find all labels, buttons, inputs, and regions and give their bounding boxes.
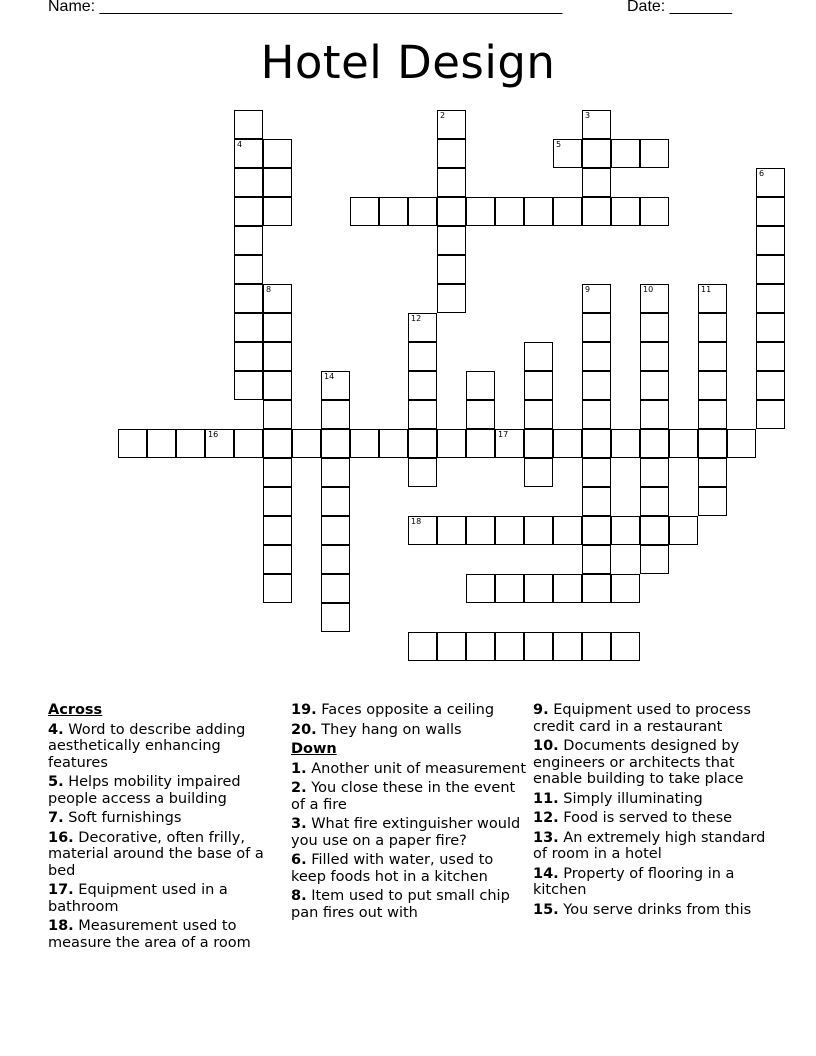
crossword-cell[interactable] bbox=[524, 458, 553, 487]
clue-text: Soft furnishings bbox=[68, 810, 182, 826]
cell-number: 4 bbox=[237, 140, 243, 149]
crossword-cell[interactable] bbox=[698, 400, 727, 429]
crossword-cell[interactable] bbox=[466, 429, 495, 458]
clue-across-20 bbox=[291, 722, 527, 739]
clue-text: Equipment used to process credit card in a restaurant bbox=[533, 702, 751, 735]
crossword-cell[interactable] bbox=[234, 168, 263, 197]
clue-across-17 bbox=[48, 882, 284, 915]
crossword-cell[interactable] bbox=[263, 284, 292, 313]
crossword-cell[interactable] bbox=[698, 371, 727, 400]
crossword-cell[interactable] bbox=[408, 313, 437, 342]
crossword-cell[interactable] bbox=[408, 429, 437, 458]
clue-number: 14. bbox=[533, 865, 559, 882]
crossword-cell[interactable] bbox=[582, 197, 611, 226]
crossword-cell[interactable] bbox=[466, 516, 495, 545]
clue-number: 2. bbox=[291, 780, 307, 796]
crossword-cell[interactable] bbox=[524, 574, 553, 603]
crossword-cell[interactable] bbox=[263, 139, 292, 168]
crossword-cell[interactable] bbox=[263, 516, 292, 545]
crossword-cell[interactable] bbox=[640, 342, 669, 371]
clue-text: Word to describe adding aesthetically enhancing features bbox=[48, 721, 246, 771]
crossword-cell[interactable] bbox=[524, 197, 553, 226]
clue-number: 8. bbox=[291, 888, 307, 904]
crossword-cell[interactable] bbox=[698, 342, 727, 371]
clue-number: 19. bbox=[291, 702, 317, 718]
clue-number: 7. bbox=[48, 810, 64, 826]
crossword-cell[interactable] bbox=[147, 429, 176, 458]
cell-number: 9 bbox=[585, 285, 591, 294]
crossword-cell[interactable] bbox=[640, 545, 669, 574]
crossword-cell[interactable] bbox=[640, 487, 669, 516]
clue-text: They hang on walls bbox=[321, 721, 462, 738]
crossword-cell[interactable] bbox=[263, 458, 292, 487]
crossword-cell[interactable] bbox=[669, 516, 698, 545]
clue-across-7 bbox=[48, 810, 284, 827]
crossword-cell[interactable] bbox=[495, 632, 524, 661]
crossword-cell[interactable] bbox=[118, 429, 147, 458]
crossword-cell[interactable] bbox=[321, 574, 350, 603]
crossword-cell[interactable] bbox=[756, 255, 785, 284]
clue-number: 10. bbox=[533, 738, 559, 754]
crossword-cell[interactable] bbox=[408, 632, 437, 661]
clue-text: Simply illuminating bbox=[563, 790, 703, 807]
crossword-cell[interactable] bbox=[582, 110, 611, 139]
crossword-cell[interactable] bbox=[640, 516, 669, 545]
cell-number: 17 bbox=[498, 430, 509, 439]
crossword-cell[interactable] bbox=[437, 632, 466, 661]
crossword-cell[interactable] bbox=[524, 400, 553, 429]
crossword-cell[interactable] bbox=[408, 458, 437, 487]
cell-number: 5 bbox=[556, 140, 562, 149]
clue-text: Documents designed by engineers or architects that enable building to take place bbox=[533, 738, 744, 787]
crossword-cell[interactable] bbox=[495, 574, 524, 603]
clue-text: Measurement used to measure the area of a room bbox=[48, 918, 251, 951]
crossword-cell[interactable] bbox=[553, 429, 582, 458]
clue-number: 20. bbox=[291, 721, 317, 738]
crossword-cell[interactable] bbox=[524, 371, 553, 400]
crossword-cell[interactable] bbox=[756, 342, 785, 371]
crossword-cell[interactable] bbox=[379, 429, 408, 458]
crossword-cell[interactable] bbox=[640, 400, 669, 429]
crossword-cell[interactable] bbox=[234, 313, 263, 342]
crossword-cell[interactable] bbox=[176, 429, 205, 458]
clue-number: 15. bbox=[533, 901, 559, 918]
crossword-cell[interactable] bbox=[698, 458, 727, 487]
crossword-cell[interactable] bbox=[640, 371, 669, 400]
crossword-cell[interactable] bbox=[582, 516, 611, 545]
cell-number: 8 bbox=[266, 285, 272, 294]
clue-number: 13. bbox=[533, 829, 559, 846]
crossword-cell[interactable] bbox=[234, 371, 263, 400]
cell-number: 14 bbox=[324, 372, 335, 381]
crossword-cell[interactable] bbox=[582, 545, 611, 574]
cell-number: 11 bbox=[701, 285, 712, 294]
crossword-cell[interactable] bbox=[553, 574, 582, 603]
crossword-cell[interactable] bbox=[582, 313, 611, 342]
crossword-cell[interactable] bbox=[437, 197, 466, 226]
crossword-cell[interactable] bbox=[263, 342, 292, 371]
crossword-cell[interactable] bbox=[263, 487, 292, 516]
crossword-cell[interactable] bbox=[263, 371, 292, 400]
cell-number: 6 bbox=[759, 169, 765, 178]
clue-down-14 bbox=[533, 866, 769, 899]
down-heading: Down bbox=[291, 741, 337, 757]
page-title: Hotel Design bbox=[260, 36, 556, 89]
clue-text: Property of flooring in a kitchen bbox=[533, 865, 735, 898]
crossword-cell[interactable] bbox=[437, 429, 466, 458]
crossword-cell[interactable] bbox=[437, 255, 466, 284]
crossword-cell[interactable] bbox=[611, 574, 640, 603]
crossword-cell[interactable] bbox=[553, 632, 582, 661]
clue-across-4 bbox=[48, 722, 284, 772]
clue-down-1 bbox=[291, 761, 527, 778]
crossword-cell[interactable] bbox=[582, 400, 611, 429]
clue-down-9 bbox=[533, 702, 769, 735]
crossword-cell[interactable] bbox=[408, 197, 437, 226]
clue-number: 11. bbox=[533, 790, 559, 807]
clue-text: Another unit of measurement bbox=[311, 760, 527, 777]
crossword-cell[interactable] bbox=[263, 574, 292, 603]
cell-number: 12 bbox=[411, 314, 422, 323]
crossword-cell[interactable] bbox=[437, 168, 466, 197]
crossword-cell[interactable] bbox=[640, 197, 669, 226]
clue-text: What fire extinguisher would you use on a paper fire? bbox=[291, 816, 521, 849]
crossword-cell[interactable] bbox=[234, 226, 263, 255]
clue-down-11 bbox=[533, 791, 769, 808]
clue-across-18 bbox=[48, 918, 284, 951]
cell-number: 3 bbox=[585, 111, 591, 120]
crossword-cell[interactable] bbox=[234, 197, 263, 226]
crossword-cell[interactable] bbox=[524, 429, 553, 458]
crossword-cell[interactable] bbox=[466, 632, 495, 661]
crossword-cell[interactable] bbox=[321, 487, 350, 516]
crossword-cell[interactable] bbox=[234, 255, 263, 284]
crossword-cell[interactable] bbox=[524, 342, 553, 371]
crossword-cell[interactable] bbox=[466, 371, 495, 400]
clue-number: 18. bbox=[48, 918, 74, 934]
clue-text: Equipment used in a bathroom bbox=[48, 882, 228, 915]
crossword-cell[interactable] bbox=[582, 168, 611, 197]
crossword-cell[interactable] bbox=[756, 168, 785, 197]
clue-across-16 bbox=[48, 830, 284, 880]
clue-down-10 bbox=[533, 738, 769, 788]
clue-number: 5. bbox=[48, 774, 64, 790]
clue-across-5 bbox=[48, 774, 284, 807]
crossword-cell[interactable] bbox=[582, 429, 611, 458]
crossword-cell[interactable] bbox=[582, 139, 611, 168]
crossword-cell[interactable] bbox=[582, 487, 611, 516]
clue-text: Helps mobility impaired people access a building bbox=[48, 774, 241, 807]
crossword-cell[interactable] bbox=[263, 545, 292, 574]
crossword-cell[interactable] bbox=[263, 400, 292, 429]
crossword-cell[interactable] bbox=[379, 197, 408, 226]
crossword-cell[interactable] bbox=[698, 487, 727, 516]
clue-text: You close these in the event of a fire bbox=[291, 780, 516, 813]
clue-down-15 bbox=[533, 902, 769, 919]
crossword-cell[interactable] bbox=[553, 139, 582, 168]
clue-column-3 bbox=[533, 702, 769, 921]
crossword-cell[interactable] bbox=[321, 429, 350, 458]
cell-number: 16 bbox=[208, 430, 219, 439]
crossword-cell[interactable] bbox=[553, 516, 582, 545]
crossword-cell[interactable] bbox=[321, 603, 350, 632]
crossword-cell[interactable] bbox=[234, 284, 263, 313]
clue-number: 16. bbox=[48, 829, 74, 846]
crossword-cell[interactable] bbox=[437, 139, 466, 168]
crossword-cell[interactable] bbox=[553, 197, 582, 226]
clue-across-19 bbox=[291, 702, 527, 719]
crossword-cell[interactable] bbox=[408, 400, 437, 429]
crossword-cell[interactable] bbox=[582, 371, 611, 400]
crossword-cell[interactable] bbox=[524, 632, 553, 661]
clue-text: Item used to put small chip pan fires out with bbox=[291, 888, 510, 921]
clue-down-13 bbox=[533, 830, 769, 863]
crossword-cell[interactable] bbox=[437, 284, 466, 313]
crossword-cell[interactable] bbox=[466, 197, 495, 226]
crossword-cell[interactable] bbox=[263, 429, 292, 458]
crossword-cell[interactable] bbox=[582, 284, 611, 313]
crossword-cell[interactable] bbox=[292, 429, 321, 458]
across-heading: Across bbox=[48, 702, 103, 718]
crossword-cell[interactable] bbox=[756, 313, 785, 342]
name-field-label: Name: ____________________________________________________ bbox=[48, 0, 563, 15]
crossword-cell[interactable] bbox=[466, 574, 495, 603]
crossword-cell[interactable] bbox=[640, 429, 669, 458]
clue-number: 3. bbox=[291, 816, 307, 832]
crossword-cell[interactable] bbox=[408, 516, 437, 545]
crossword-cell[interactable] bbox=[611, 516, 640, 545]
clue-number: 17. bbox=[48, 882, 74, 898]
crossword-cell[interactable] bbox=[640, 139, 669, 168]
cell-number: 2 bbox=[440, 111, 446, 120]
crossword-cell[interactable] bbox=[321, 371, 350, 400]
crossword-cell[interactable] bbox=[669, 429, 698, 458]
crossword-cell[interactable] bbox=[234, 139, 263, 168]
crossword-cell[interactable] bbox=[495, 429, 524, 458]
crossword-cell[interactable] bbox=[263, 197, 292, 226]
crossword-cell[interactable] bbox=[611, 197, 640, 226]
crossword-cell[interactable] bbox=[321, 545, 350, 574]
crossword-cell[interactable] bbox=[263, 168, 292, 197]
crossword-cell[interactable] bbox=[611, 429, 640, 458]
crossword-cell[interactable] bbox=[437, 226, 466, 255]
crossword-cell[interactable] bbox=[408, 371, 437, 400]
crossword-cell[interactable] bbox=[321, 516, 350, 545]
crossword-cell[interactable] bbox=[437, 516, 466, 545]
crossword-cell[interactable] bbox=[350, 429, 379, 458]
crossword-cell[interactable] bbox=[611, 632, 640, 661]
crossword-cell[interactable] bbox=[698, 429, 727, 458]
clue-text: You serve drinks from this bbox=[563, 901, 752, 918]
clue-column-2 bbox=[291, 702, 527, 924]
crossword-cell[interactable] bbox=[524, 516, 553, 545]
crossword-cell[interactable] bbox=[640, 458, 669, 487]
crossword-cell[interactable] bbox=[582, 458, 611, 487]
crossword-cell[interactable] bbox=[756, 284, 785, 313]
clue-number: 1. bbox=[291, 760, 307, 777]
crossword-cell[interactable] bbox=[611, 139, 640, 168]
crossword-cell[interactable] bbox=[495, 516, 524, 545]
crossword-cell[interactable] bbox=[350, 197, 379, 226]
clue-text: Faces opposite a ceiling bbox=[321, 702, 495, 718]
clue-down-12 bbox=[533, 810, 769, 827]
clue-text: Food is served to these bbox=[563, 810, 733, 826]
crossword-cell[interactable] bbox=[582, 574, 611, 603]
crossword-cell[interactable] bbox=[582, 632, 611, 661]
crossword-cell[interactable] bbox=[698, 313, 727, 342]
clue-column-1 bbox=[48, 702, 284, 954]
crossword-cell[interactable] bbox=[756, 371, 785, 400]
crossword-cell[interactable] bbox=[582, 342, 611, 371]
clue-down-2 bbox=[291, 780, 527, 813]
crossword-cell[interactable] bbox=[234, 429, 263, 458]
crossword-cell[interactable] bbox=[408, 342, 437, 371]
clue-number: 4. bbox=[48, 721, 64, 738]
clue-number: 6. bbox=[291, 852, 307, 868]
crossword-cell[interactable] bbox=[321, 400, 350, 429]
clue-down-8 bbox=[291, 888, 527, 921]
cell-number: 18 bbox=[411, 517, 422, 526]
crossword-cell[interactable] bbox=[640, 284, 669, 313]
crossword-cell[interactable] bbox=[727, 429, 756, 458]
cell-number: 10 bbox=[643, 285, 654, 294]
clue-text: Filled with water, used to keep foods hot in a kitchen bbox=[291, 852, 494, 885]
crossword-cell[interactable] bbox=[756, 197, 785, 226]
crossword-cell[interactable] bbox=[205, 429, 234, 458]
crossword-cell[interactable] bbox=[495, 197, 524, 226]
crossword-cell[interactable] bbox=[756, 226, 785, 255]
crossword-cell[interactable] bbox=[466, 400, 495, 429]
crossword-cell[interactable] bbox=[437, 110, 466, 139]
crossword-cell[interactable] bbox=[234, 342, 263, 371]
crossword-cell[interactable] bbox=[640, 313, 669, 342]
crossword-cell[interactable] bbox=[263, 313, 292, 342]
clue-number: 9. bbox=[533, 702, 549, 718]
clue-down-6 bbox=[291, 852, 527, 885]
clue-down-3 bbox=[291, 816, 527, 849]
clue-number: 12. bbox=[533, 810, 559, 826]
crossword-cell[interactable] bbox=[234, 110, 263, 139]
crossword-cell[interactable] bbox=[756, 400, 785, 429]
clue-text: Decorative, often frilly, material around the base of a bed bbox=[48, 829, 264, 879]
clue-text: An extremely high standard of room in a hotel bbox=[533, 829, 766, 862]
date-field-label: Date: _______ bbox=[627, 0, 732, 15]
crossword-cell[interactable] bbox=[698, 284, 727, 313]
crossword-cell[interactable] bbox=[321, 458, 350, 487]
